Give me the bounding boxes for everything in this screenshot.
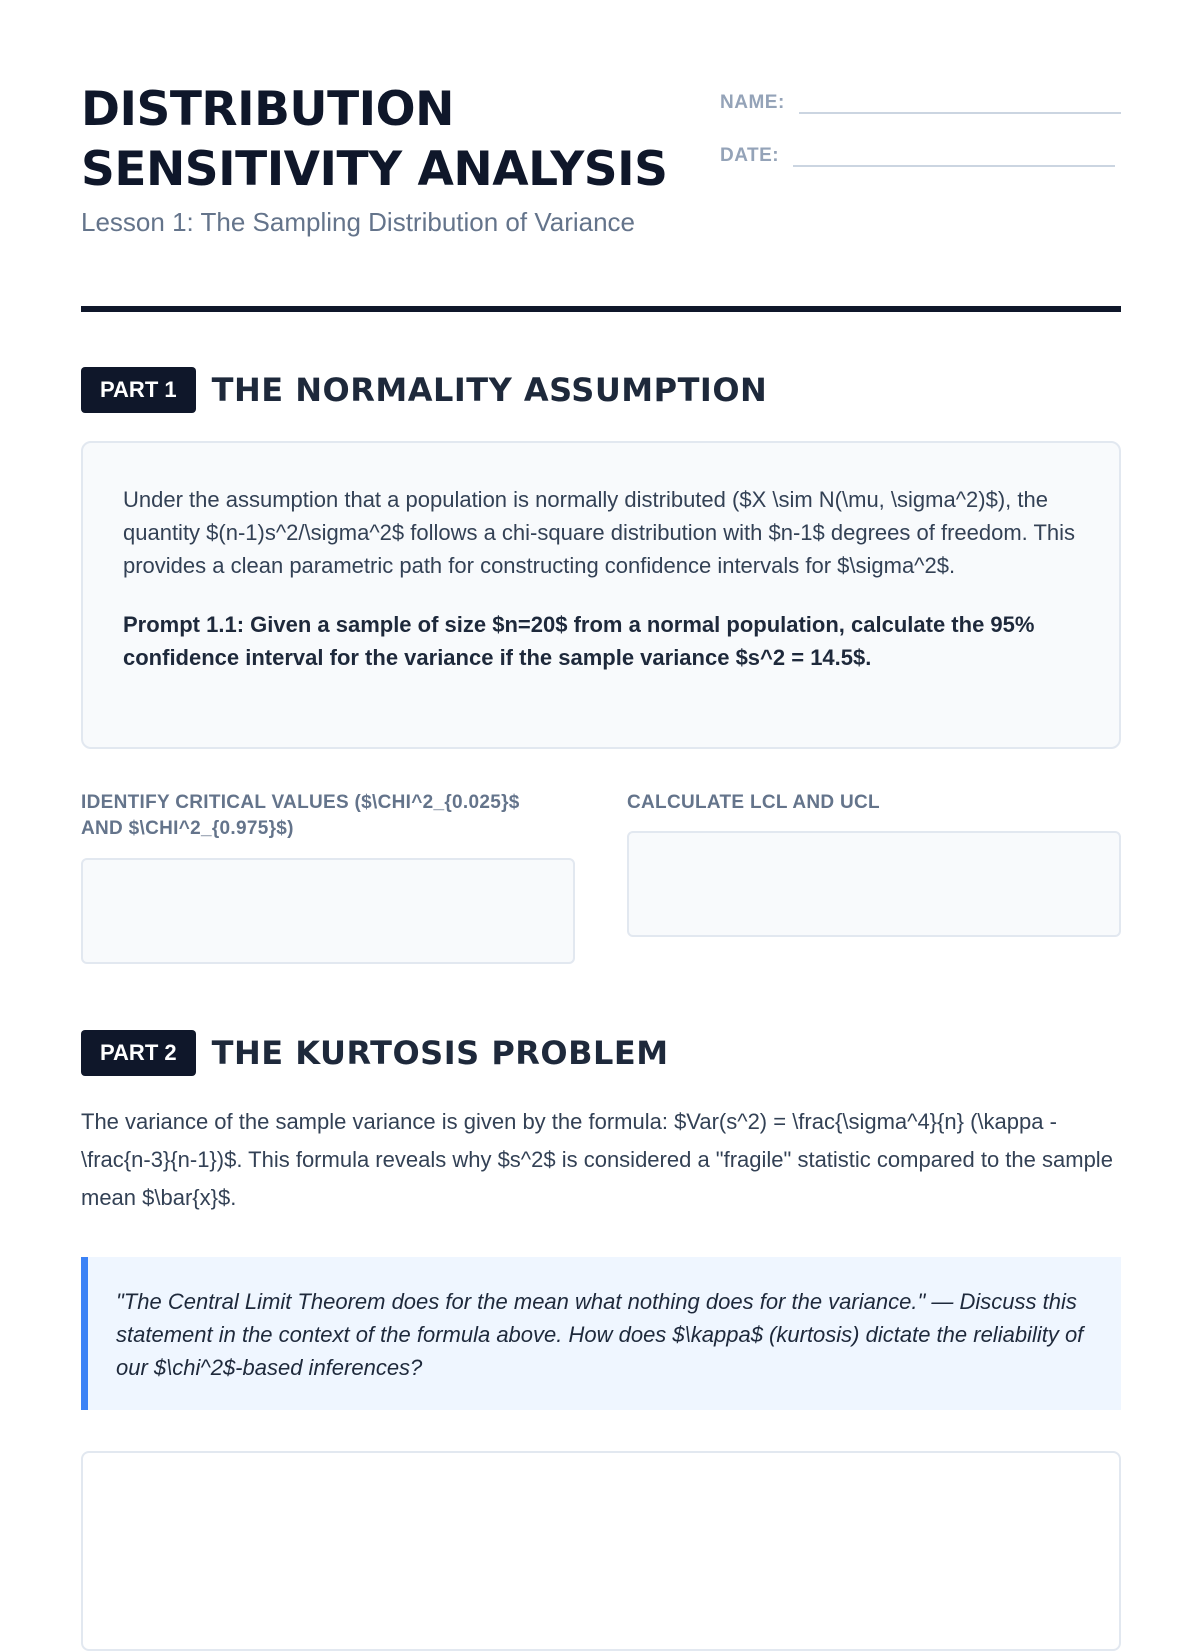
- part2-heading: [81, 1030, 669, 1076]
- prompt-1-1: Prompt 1.1: Given a sample of size $n=20$ from a normal population, calculate the 95% confidence interval for the variance if the sample variance $s^2 = 14.5$.: [123, 612, 1035, 670]
- lcl-ucl-answer-box[interactable]: [627, 831, 1121, 937]
- page-title: DISTRIBUTION SENSITIVITY ANALYSIS: [81, 82, 668, 197]
- date-input-line[interactable]: [793, 141, 1115, 167]
- name-field: [720, 88, 1121, 114]
- part2-title: THE KURTOSIS PROBLEM: [211, 1034, 669, 1072]
- part1-heading: [81, 367, 767, 413]
- part1-title: THE NORMALITY ASSUMPTION: [211, 371, 768, 409]
- part2-badge: PART 2: [81, 1030, 196, 1076]
- critical-values-answer-box[interactable]: [81, 858, 575, 964]
- header-divider: [81, 306, 1121, 312]
- discussion-quote-text: "The Central Limit Theorem does for the mean what nothing does for the variance." — Discuss this statement in the context of the formula above. How does $\kappa$ (kurtosis) dictate the reliability of our $\chi^2$-based inferences?: [116, 1289, 1084, 1380]
- date-label: DATE:: [720, 145, 780, 166]
- critical-values-label: IDENTIFY CRITICAL VALUES ($\CHI^2_{0.025}$ AND $\CHI^2_{0.975}$): [81, 792, 520, 839]
- worksheet-page: [81, 0, 1121, 1600]
- date-field: [720, 141, 1115, 167]
- discussion-quote: [81, 1257, 1121, 1410]
- lcl-ucl-label: CALCULATE LCL AND UCL: [627, 792, 880, 813]
- part1-intro-text: Under the assumption that a population is normally distributed ($X \sim N(\mu, \sigma^2)$), the quantity $(n-1)s^2/\sigma^2$ follows a chi-square distribution with $n-1$ degrees of freedom. This provides a clean parametric path for constructing confidence intervals for $\sigma^2$.: [123, 487, 1076, 578]
- discussion-answer-box[interactable]: [81, 1451, 1121, 1651]
- part1-intro-box: [81, 441, 1121, 749]
- part1-badge: PART 1: [81, 367, 196, 413]
- name-input-line[interactable]: [799, 88, 1121, 114]
- page-subtitle: Lesson 1: The Sampling Distribution of Variance: [81, 207, 636, 237]
- name-label: NAME:: [720, 92, 785, 113]
- part2-body-text: The variance of the sample variance is given by the formula: $Var(s^2) = \frac{\sigma^4}{n} (\kappa - \frac{n-3}{n-1})$. This formula reveals why $s^2$ is considered a "fragile" statistic compared to the sample mean $\bar{x}$.: [81, 1109, 1113, 1210]
